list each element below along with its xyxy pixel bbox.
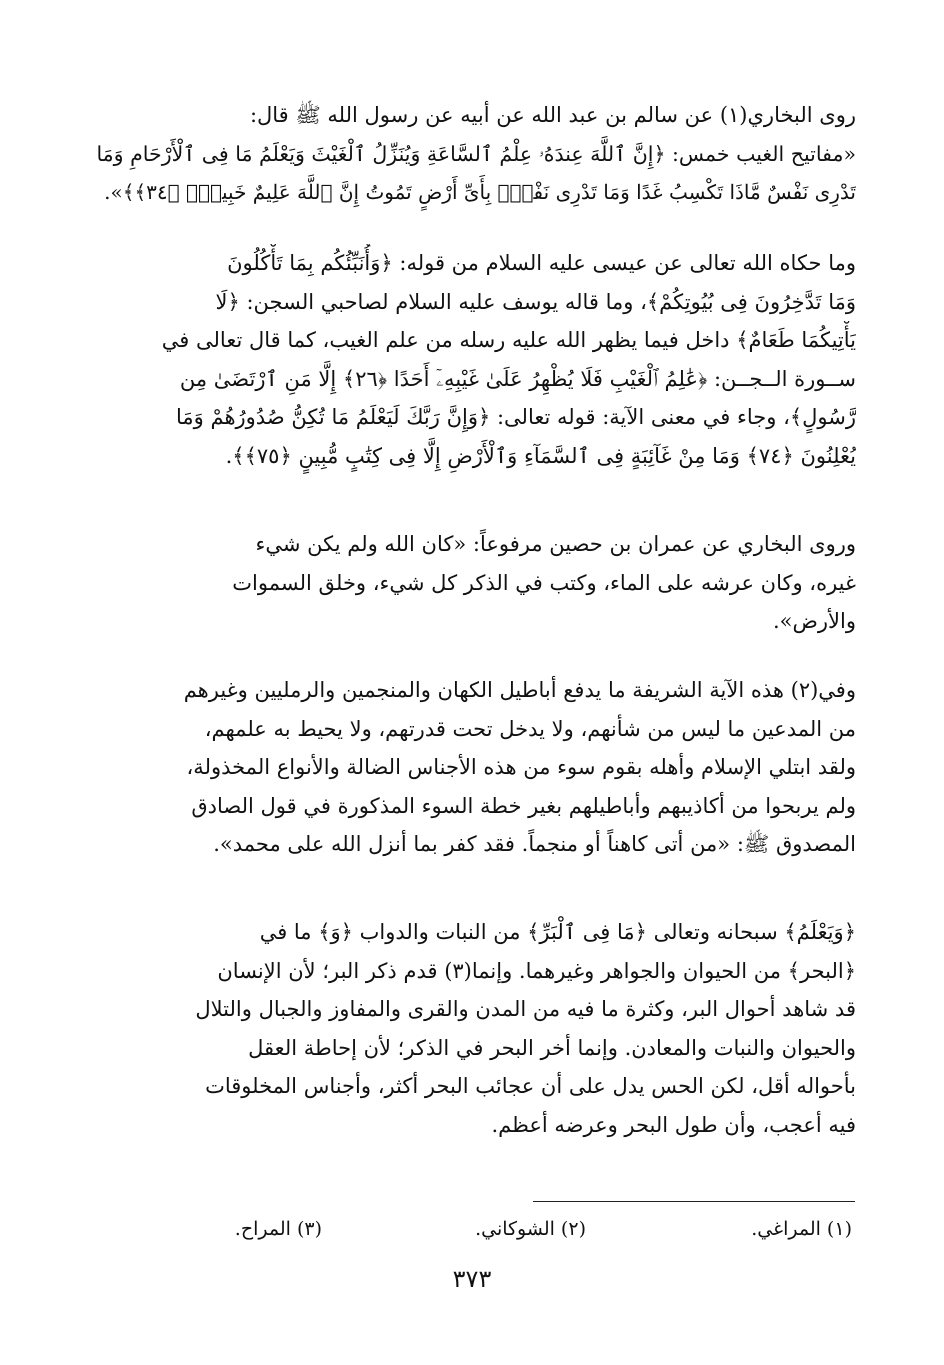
- text-line: والحيوان والنبات والمعادن. وإنما أخر البحر في الذكر؛ لأن إحاطة العقل: [248, 1035, 856, 1060]
- footnote-2: (٢) الشوكاني.: [475, 1218, 586, 1240]
- paragraph-2: [88, 244, 856, 475]
- text-line: ﴿وَيَعْلَمُ﴾ سبحانه وتعالى ﴿مَا فِى ٱلْبَرِّ﴾ من النبات والدواب ﴿وَ﴾ ما في: [259, 920, 856, 944]
- text-line: ولقد ابتلي الإسلام وأهله بقوم سوء من هذه الأجناس الضالة والأنواع المخذولة،: [186, 755, 856, 779]
- text-line: وروى البخاري عن عمران بن حصين مرفوعاً: «كان الله ولم يكن شيء: [255, 532, 856, 556]
- paragraph-4: [88, 671, 856, 864]
- text-line: من المدعين ما ليس من شأنهم، ولا يدخل تحت قدرتهم، ولا يحيط به علمهم،: [204, 716, 856, 741]
- text-line: ســورة الــجــن: ﴿عَٰلِمُ ٱلْغَيْبِ فَلَا يُظْهِرُ عَلَىٰ غَيْبِهِۦٓ أَحَدًا ﴿٢٦﴾ إِلَّا مَنِ ٱرْتَضَىٰ مِن: [179, 366, 856, 391]
- text-line: وفي(٢) هذه الآية الشريفة ما يدفع أباطيل الكهان والمنجمين والرمليين وغيرهم: [183, 678, 856, 702]
- text-line: غيره، وكان عرشه على الماء، وكتب في الذكر كل شيء، وخلق السموات: [232, 570, 856, 595]
- footnote-3: (٣) المراح.: [234, 1218, 322, 1240]
- paragraph-5: [88, 913, 856, 1144]
- text-line: تَدْرِى نَفْسٌ مَّاذَا تَكْسِبُ غَدًا وَمَا تَدْرِى نَفْسٌۢ بِأَىِّ أَرْضٍ تَمُوتُ إِنَّ ٱللَّهَ عَلِيمٌ خَبِيرٌۢ ﴿٣٤﴾﴾».: [104, 180, 856, 204]
- text-line: المصدوق ﷺ: «من أتى كاهناً أو منجماً. فقد كفر بما أنزل الله على محمد».: [213, 832, 856, 856]
- text-line: يَأْتِيكُمَا طَعَامٌ﴾ داخل فيما يظهر الله عليه رسله من علم الغيب، كما قال تعالى في: [161, 328, 856, 352]
- text-line: فيه أعجب، وأن طول البحر وعرضه أعظم.: [491, 1112, 856, 1137]
- text-line: قد شاهد أحوال البر، وكثرة ما فيه من المدن والقرى والمفاوز والجبال والتلال: [195, 997, 856, 1021]
- paragraph-3: [88, 525, 856, 641]
- page-number: ٣٧٣: [452, 1265, 492, 1293]
- footnote-1: (١) المراغي.: [751, 1218, 852, 1240]
- text-line: ولم يربحوا من أكاذيبهم وأباطيلهم بغير خطة السوء المذكورة في قول الصادق: [191, 793, 856, 818]
- text-line: يُعْلِنُونَ ﴿٧٤﴾ وَمَا مِنْ غَآئِبَةٍ فِى ٱلسَّمَآءِ وَٱلْأَرْضِ إِلَّا فِى كِتَٰبٍ مُّبِينٍ ﴿٧٥﴾﴾.: [225, 443, 856, 468]
- text-line: رَّسُولٍ﴾، وجاء في معنى الآية: قوله تعالى: ﴿وَإِنَّ رَبَّكَ لَيَعْلَمُ مَا تُكِنُّ صُدُورُهُمْ وَمَا: [176, 405, 856, 429]
- text-line: والأرض».: [772, 609, 856, 633]
- footnote-divider: [533, 1201, 855, 1202]
- text-line: وما حكاه الله تعالى عن عيسى عليه السلام من قوله: ﴿وَأُنَبِّئُكُم بِمَا تَأْكُلُونَ: [227, 251, 856, 275]
- text-line: «مفاتيح الغيب خمس: ﴿إِنَّ ٱللَّهَ عِندَهُۥ عِلْمُ ٱلسَّاعَةِ وَيُنَزِّلُ ٱلْغَيْثَ وَيَعْلَمُ مَا فِى ٱلْأَرْحَامِ وَمَا: [96, 141, 856, 166]
- text-line: وَمَا تَدَّخِرُونَ فِى بُيُوتِكُمْ﴾، وما قاله يوسف عليه السلام لصاحبي السجن: ﴿لَا: [215, 289, 856, 314]
- text-line: ﴿البحر﴾ من الحيوان والجواهر وغيرهما. وإنما(٣) قدم ذكر البر؛ لأن الإنسان: [217, 958, 856, 983]
- paragraph-1: [88, 96, 856, 212]
- text-line: روى البخاري(١) عن سالم بن عبد الله عن أبيه عن رسول الله ﷺ قال:: [249, 103, 856, 127]
- text-line: بأحواله أقل، لكن الحس يدل على أن عجائب البحر أكثر، وأجناس المخلوقات: [205, 1074, 856, 1098]
